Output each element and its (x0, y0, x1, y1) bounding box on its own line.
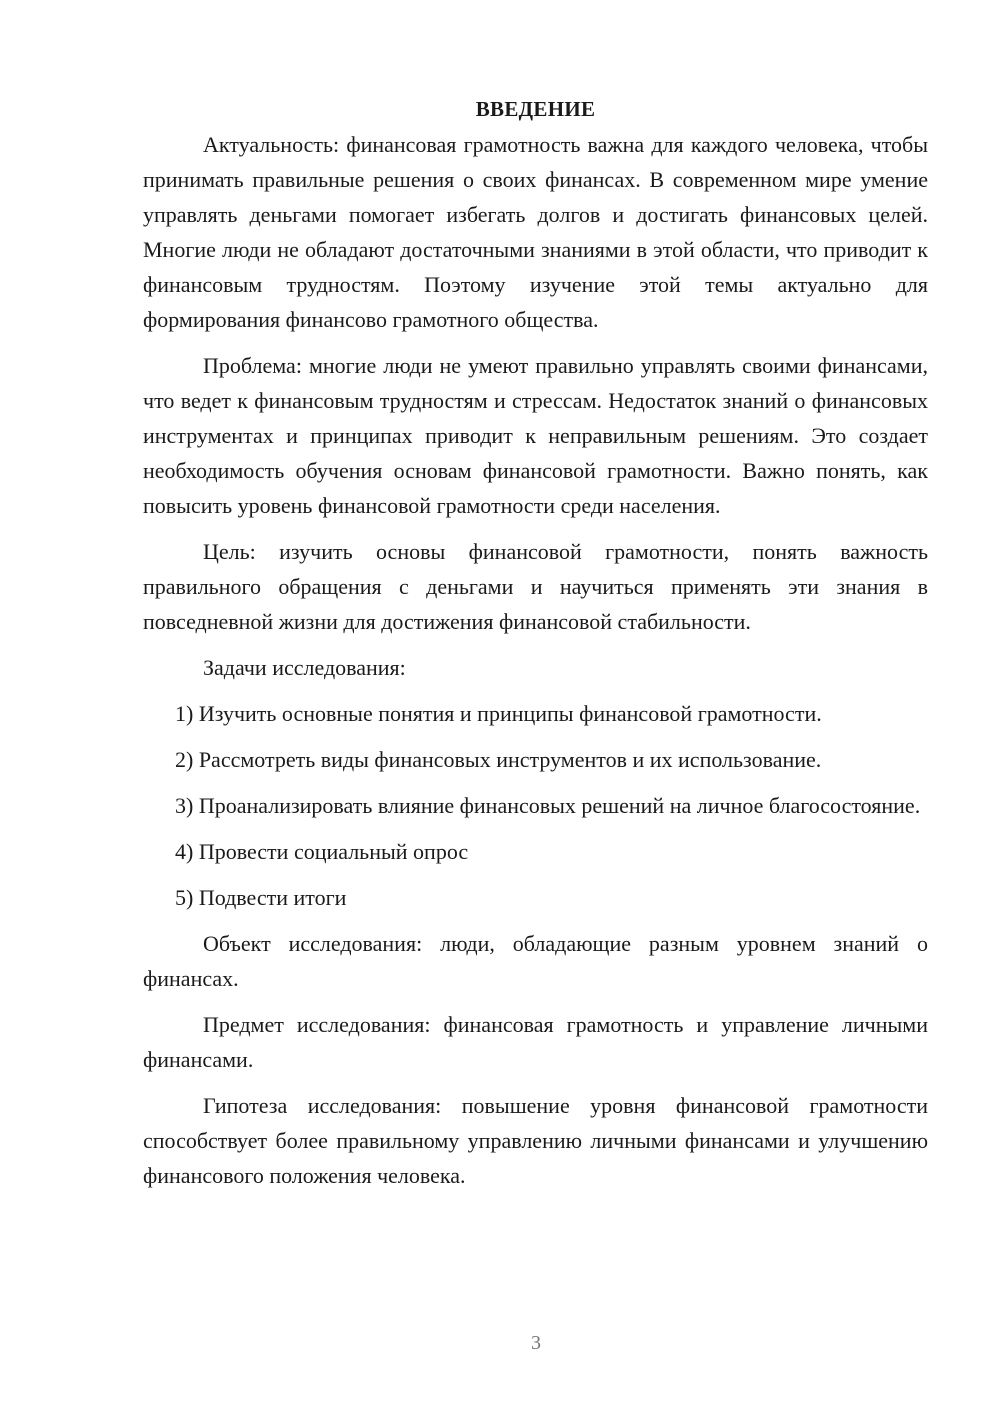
tasks-heading: Задачи исследования: (203, 655, 406, 680)
problem-paragraph: Проблема: многие люди не умеют правильно управлять своими финансами, что ведет к финансовым трудностям и стрессам. Недостаток знаний о финансовых инструментах и принципах приводит к неправильным решениям. Это создает необходимость обучения основам финансовой грамотности. Важно понять, как повысить уровень финансовой грамотности среди населения. (143, 353, 928, 518)
task-item-5: 5) Подвести итоги (175, 885, 347, 910)
page-number: 3 (531, 1332, 541, 1354)
task-item-1: 1) Изучить основные понятия и принципы финансовой грамотности. (175, 701, 822, 726)
task-item-3: 3) Проанализировать влияние финансовых решений на личное благосостояние. (175, 793, 921, 818)
document-page (143, 92, 928, 1204)
goal-paragraph: Цель: изучить основы финансовой грамотности, понять важность правильного обращения с деньгами и научиться применять эти знания в повседневной жизни для достижения финансовой стабильности. (143, 539, 928, 634)
task-item-4: 4) Провести социальный опрос (175, 839, 469, 864)
object-paragraph: Объект исследования: люди, обладающие разным уровнем знаний о финансах. (143, 931, 928, 991)
hypothesis-paragraph: Гипотеза исследования: повышение уровня финансовой грамотности способствует более правильному управлению личными финансами и улучшению финансового положения человека. (143, 1093, 928, 1188)
task-item-2: 2) Рассмотреть виды финансовых инструментов и их использование. (175, 747, 822, 772)
subject-paragraph: Предмет исследования: финансовая грамотность и управление личными финансами. (143, 1012, 928, 1072)
section-heading: ВВЕДЕНИЕ (475, 97, 596, 121)
relevance-paragraph: Актуальность: финансовая грамотность важна для каждого человека, чтобы принимать правильные решения о своих финансах. В современном мире умение управлять деньгами помогает избегать долгов и достигать финансовых целей. Многие люди не обладают достаточными знаниями в этой области, что приводит к финансовым трудностям. Поэтому изучение этой темы актуально для формирования финансово грамотного общества. (143, 132, 928, 332)
